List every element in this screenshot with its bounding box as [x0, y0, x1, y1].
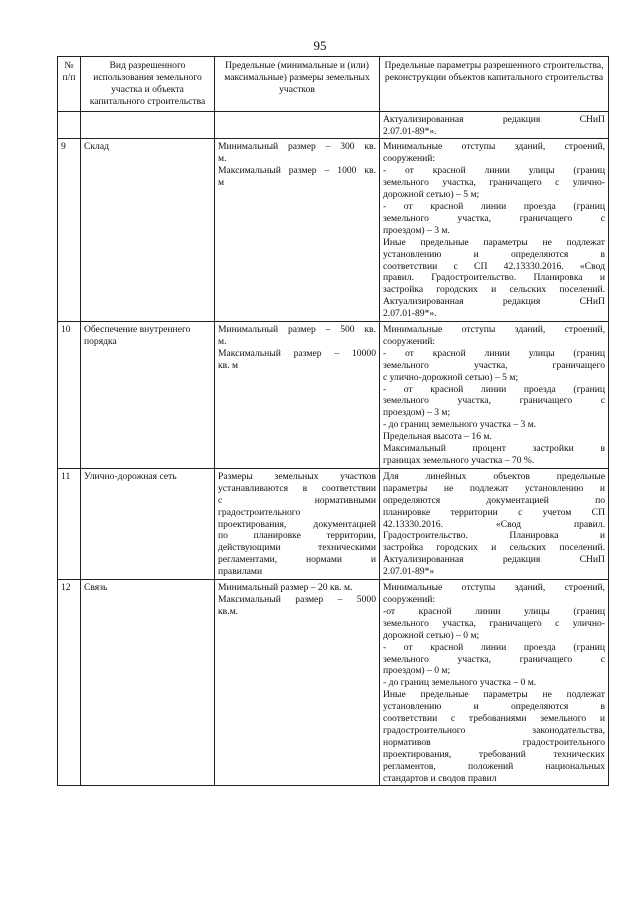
header-use-type: Вид разрешенного использования земельного участка и объекта капитального строительства	[81, 57, 215, 112]
page-number: 95	[313, 38, 327, 53]
text-line: - от красной линии улицы (границ	[383, 165, 605, 177]
text-line: 2.07.01-89*»	[383, 566, 435, 578]
row-number: 9	[58, 139, 81, 322]
table-cell	[58, 111, 81, 139]
text-line: - от красной линии проезда (границ	[383, 383, 605, 395]
plot-size-cell	[215, 468, 380, 579]
text-line: соответствии с СП 42.13330.2016. «Свод	[383, 260, 605, 272]
text-line: проектирования, документацией	[218, 518, 376, 530]
header-plot-size: Предельные (минимальные и (или) максимальные) размеры земельных участков	[215, 57, 380, 112]
text-line: дорожной сетью) – 0 м;	[383, 629, 480, 641]
row-number: 10	[58, 322, 81, 469]
plot-size-cell	[215, 139, 380, 322]
plot-size-cell	[215, 580, 380, 786]
text-line: - до границ земельного участка – 3 м.	[383, 419, 537, 431]
text-line: застройка городских и сельских поселений.	[383, 542, 605, 554]
header-number: № п/п	[58, 57, 81, 112]
text-line: с нормативными	[218, 494, 376, 506]
text-line: Минимальные отступы зданий, строений,	[383, 324, 605, 336]
text-line: установлению и определяются в	[383, 701, 605, 713]
text-line: границах земельного участка – 70 %.	[383, 455, 535, 466]
text-line: м.	[218, 335, 227, 347]
text-line: стандартов и сводов правил	[383, 772, 497, 784]
text-line: застройка городских и сельских поселений.	[383, 284, 605, 296]
table-row	[58, 468, 609, 579]
text-line: правил. Градостроительство. Планировка и	[383, 272, 605, 284]
text-line: - от красной линии улицы (границ	[383, 347, 605, 359]
text-line: Минимальный размер – 500 кв.	[218, 324, 376, 336]
text-line: 2.07.01-89*».	[383, 308, 437, 320]
table-cell	[215, 111, 380, 139]
text-line: проездом) – 3 м;	[383, 407, 451, 419]
text-line: проездом) – 3 м.	[383, 224, 450, 236]
text-line: Размеры земельных участков	[218, 470, 376, 482]
text-line: земельного участка, граничащего с улично-	[383, 177, 605, 189]
text-line: Иные предельные параметры не подлежат	[383, 236, 605, 248]
text-line: соответствии с требованиями земельного и	[383, 713, 605, 725]
text-line: - от красной линии проезда (границ	[383, 200, 605, 212]
text-line: Предельная высота – 16 м.	[383, 431, 492, 443]
text-line: с улично-дорожной сетью) – 5 м;	[383, 371, 519, 383]
text-line: Актуализированная редакция СНиП	[383, 554, 605, 566]
text-line: м	[218, 177, 225, 189]
text-line: градостроительного законодательства,	[383, 724, 605, 736]
text-line: установлению и определяются в	[383, 248, 605, 260]
text-line: Максимальный размер – 10000	[218, 347, 376, 359]
text-line: Минимальные отступы зданий, строений,	[383, 582, 605, 594]
text-line: 2.07.01-89*».	[383, 125, 437, 137]
text-line: параметры не подлежат установлению и	[383, 482, 605, 494]
text-line: земельного участка, граничащего с улично-	[383, 617, 605, 629]
header-parameters: Предельные параметры разрешенного строительства, реконструкции объектов капитального строительства	[380, 57, 609, 112]
text-line: проектирования, требований технических	[383, 748, 605, 760]
table-row	[58, 580, 609, 786]
text-line: Максимальный процент застройки в	[383, 443, 605, 455]
text-line: Склад	[84, 141, 109, 153]
use-type-cell	[81, 322, 215, 469]
text-line: м.	[218, 153, 227, 165]
text-line: Улично-дорожная сеть	[84, 470, 177, 482]
use-type-cell	[81, 139, 215, 322]
text-line: дорожной сетью) – 5 м;	[383, 189, 480, 201]
text-line: Минимальный размер – 20 кв. м.	[218, 582, 353, 594]
text-line: сооружений:	[383, 335, 436, 347]
text-line: - до границ земельного участка – 0 м.	[383, 677, 537, 689]
text-line: устанавливаются в соответствии	[218, 482, 376, 494]
parameters-cell	[380, 322, 609, 469]
parameters-cell	[380, 580, 609, 786]
text-line: земельного участка, граничащего с	[383, 212, 605, 224]
text-line: проездом) – 0 м;	[383, 665, 451, 677]
text-line: земельного участка, граничащего с	[383, 653, 605, 665]
text-line: Обеспечение внутреннего	[84, 324, 191, 336]
row-number: 11	[58, 468, 81, 579]
text-line: планировке территории с учетом СП	[383, 506, 605, 518]
text-line: Минимальные отступы зданий, строений,	[383, 141, 605, 153]
text-line: определяются документацией по	[383, 494, 605, 506]
text-line: по планировке территории,	[218, 530, 376, 542]
text-line: кв. м	[218, 359, 239, 371]
text-line: регламентами, нормами и	[218, 554, 376, 566]
use-type-cell	[81, 580, 215, 786]
text-line: -от красной линии улицы (границ	[383, 605, 605, 617]
text-line: действующими техническими	[218, 542, 376, 554]
text-line: порядка	[84, 335, 117, 347]
text-line: градостроительного	[218, 506, 301, 518]
text-line: сооружений:	[383, 153, 436, 165]
continuation-text	[380, 111, 609, 139]
plot-size-cell	[215, 322, 380, 469]
table-row	[58, 139, 609, 322]
parameters-cell	[380, 468, 609, 579]
text-line: кв.м.	[218, 605, 239, 617]
use-type-cell	[81, 468, 215, 579]
text-line: правилами	[218, 566, 263, 578]
table-header-row	[58, 57, 609, 112]
text-line: Градостроительство. Планировка и	[383, 530, 605, 542]
continuation-row	[58, 111, 609, 139]
table-row	[58, 322, 609, 469]
parameters-cell	[380, 139, 609, 322]
text-line: - от красной линии проезда (границ	[383, 641, 605, 653]
text-line: Минимальный размер – 300 кв.	[218, 141, 376, 153]
text-line: земельного участка, граничащего с	[383, 395, 605, 407]
text-line: сооружений:	[383, 593, 436, 605]
text-line: Актуализированная редакция СНиП	[383, 113, 605, 125]
land-use-regulations-table	[57, 56, 609, 786]
row-number: 12	[58, 580, 81, 786]
text-line: 42.13330.2016. «Свод правил.	[383, 518, 605, 530]
text-line: Актуализированная редакция СНиП	[383, 296, 605, 308]
text-line: Иные предельные параметры не подлежат	[383, 689, 605, 701]
text-line: Максимальный размер – 1000 кв.	[218, 165, 376, 177]
text-line: Для линейных объектов предельные	[383, 470, 605, 482]
text-line: Максимальный размер – 5000	[218, 593, 376, 605]
text-line: земельного участка, граничащего	[383, 359, 605, 371]
text-line: регламентов, положений национальных	[383, 760, 605, 772]
text-line: Связь	[84, 582, 108, 594]
text-line: нормативов градостроительного	[383, 736, 605, 748]
table-cell	[81, 111, 215, 139]
